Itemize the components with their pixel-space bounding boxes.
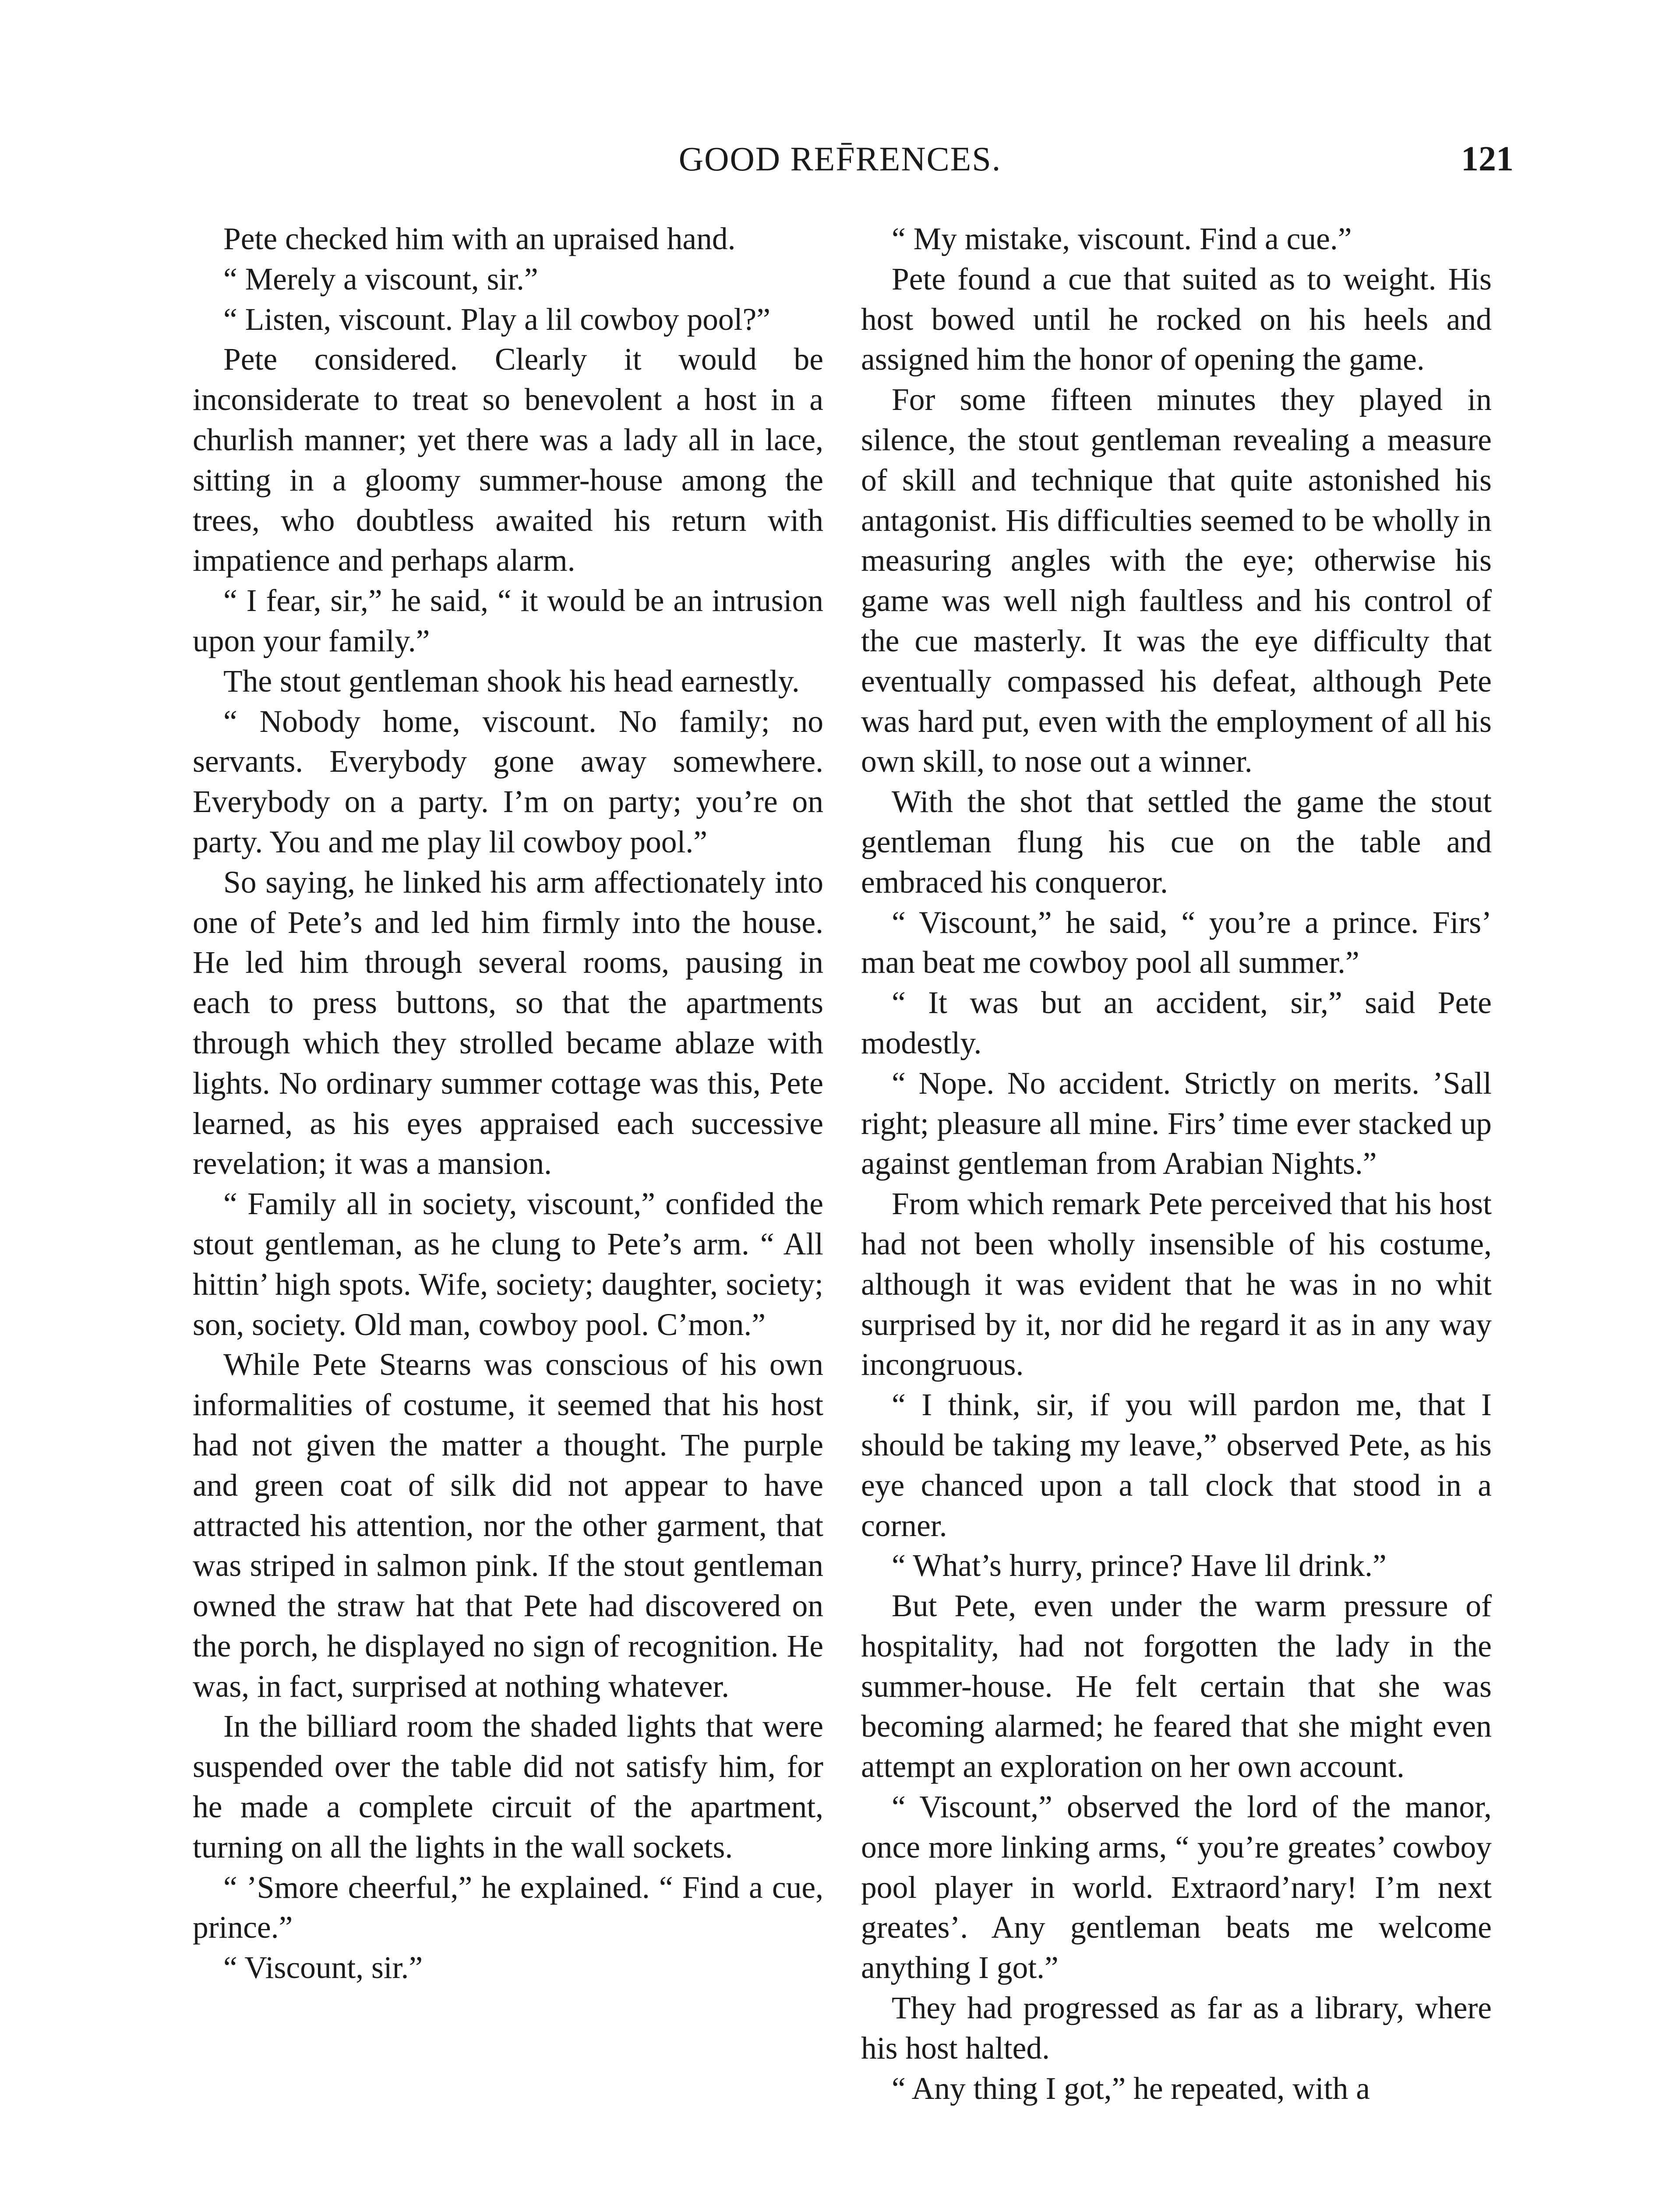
paragraph: “ I think, sir, if you will pardon me, that I should be taking my leave,” observed Pete, as his eye chanced upon a tall clock that stood in a corner. (861, 1388, 1492, 1543)
right-column (861, 219, 1492, 2109)
paragraph: “ Listen, viscount. Play a lil cowboy pool?” (223, 302, 771, 337)
paragraph: “ ’Smore cheerful,” he explained. “ Find a cue, prince.” (193, 1870, 823, 1945)
paragraph: “ Viscount,” he said, “ you’re a prince. Firs’ man beat me cowboy pool all summer.” (861, 905, 1492, 980)
paragraph: “ I fear, sir,” he said, “ it would be an intrusion upon your family.” (193, 583, 823, 658)
paragraph: “ My mistake, viscount. Find a cue.” (892, 222, 1352, 256)
paragraph: From which remark Pete perceived that his host had not been wholly insensible of his costume, although it was evident that he was in no whit surprised by it, nor did he regard it as in any way incongruous. (861, 1187, 1492, 1382)
paragraph: The stout gentleman shook his head earnestly. (223, 664, 800, 699)
left-column (193, 219, 823, 1988)
paragraph: Pete considered. Clearly it would be inconsiderate to treat so benevolent a host in a churlish manner; yet there was a lady all in lace, sitting in a gloomy summer-house among the trees, who doubtless awaited his return with impatience and perhaps alarm. (193, 342, 823, 578)
paragraph: “ Nope. No accident. Strictly on merits. ’Sall right; pleasure all mine. Firs’ time ever stacked up against gentleman from Arabian Nights.” (861, 1066, 1492, 1181)
page-number: 121 (1461, 140, 1514, 178)
paragraph: “ Merely a viscount, sir.” (223, 261, 538, 297)
paragraph: They had progressed as far as a library, where his host halted. (861, 1991, 1492, 2066)
paragraph: “ What’s hurry, prince? Have lil drink.” (892, 1548, 1387, 1583)
paragraph: In the billiard room the shaded lights that were suspended over the table did not satisfy him, for he made a complete circuit of the apartment, turning on all the lights in the wall sockets. (193, 1709, 823, 1865)
paragraph: Pete checked him with an upraised hand. (223, 222, 736, 256)
paragraph: While Pete Stearns was conscious of his own informalities of costume, it seemed that his host had not given the matter a thought. The purple and green coat of silk did not appear to have attracted his attention, nor the other garment, that was striped in salmon pink. If the stout gentleman owned the straw hat that Pete had discovered on the porch, he displayed no sign of recognition. He was, in fact, surprised at nothing whatever. (193, 1347, 823, 1704)
paragraph: “ Nobody home, viscount. No family; no servants. Everybody gone away somewhere. Everybody on a party. I’m on party; you’re on party. You and me play lil cowboy pool.” (193, 704, 823, 859)
running-head (0, 139, 1680, 192)
paragraph: “ Viscount,” observed the lord of the manor, once more linking arms, “ you’re greates’ cowboy pool player in world. Extraord’nary! I’m next greates’. Any gentleman beats me welcome anything I got.” (861, 1790, 1492, 1985)
paragraph: So saying, he linked his arm affectionately into one of Pete’s and led him firmly into the house. He led him through several rooms, pausing in each to press buttons, so that the apartments through which they strolled became ablaze with lights. No ordinary summer cottage was this, Pete learned, as his eyes appraised each successive revelation; it was a mansion. (193, 865, 823, 1181)
paragraph: But Pete, even under the warm pressure of hospitality, had not forgotten the lady in the summer-house. He felt certain that she was becoming alarmed; he feared that she might even attempt an exploration on her own account. (861, 1589, 1492, 1784)
paragraph: “ Any thing I got,” he repeated, with a (892, 2071, 1370, 2106)
paragraph: “ It was but an accident, sir,” said Pete modestly. (861, 986, 1492, 1060)
paragraph: “ Family all in society, viscount,” confided the stout gentleman, as he clung to Pete’s arm. “ All hittin’ high spots. Wife, society; daughter, society; son, society. Old man, cowboy pool. C’mon.” (193, 1187, 823, 1342)
paragraph: For some fifteen minutes they played in silence, the stout gentleman revealing a measure of skill and technique that quite astonished his antagonist. His difficulties seemed to be wholly in measuring angles with the eye; otherwise his game was well nigh faultless and his control of the cue masterly. It was the eye difficulty that eventually compassed his defeat, although Pete was hard put, even with the employment of all his own skill, to nose out a winner. (861, 382, 1492, 779)
paragraph: “ Viscount, sir.” (223, 1950, 423, 1985)
paragraph: With the shot that settled the game the stout gentleman flung his cue on the table and embraced his conqueror. (861, 784, 1492, 900)
paragraph: Pete found a cue that suited as to weight. His host bowed until he rocked on his heels and assigned him the honor of opening the game. (861, 261, 1492, 377)
running-title: GOOD REF̄RENCES. (678, 140, 1002, 178)
